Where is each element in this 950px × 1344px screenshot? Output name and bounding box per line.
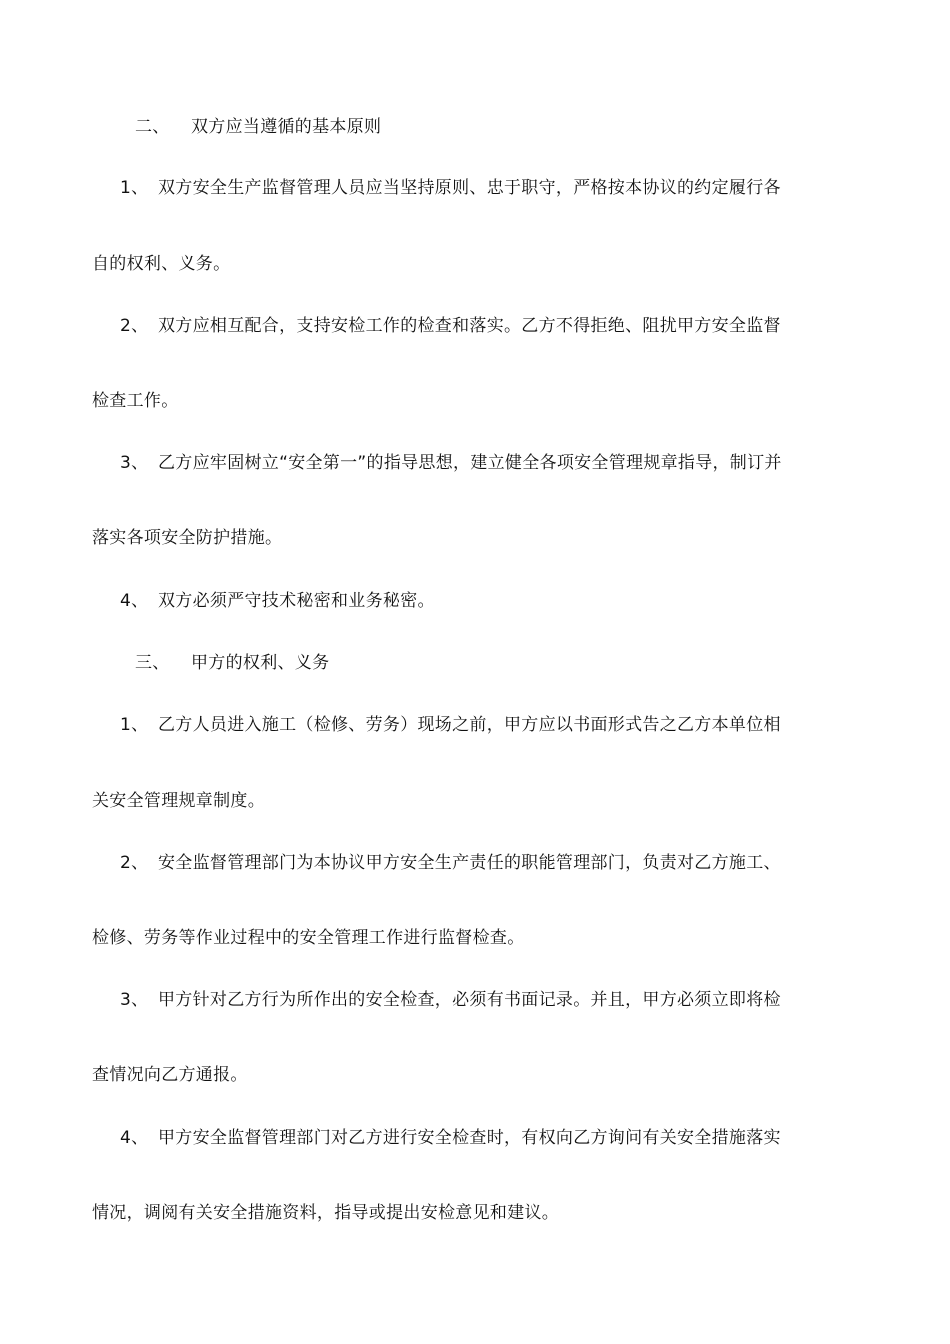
section-number: 二、 [135,117,170,137]
clause-number: 1、 [120,715,149,735]
clause-text: 安全监督管理部门为本协议甲方安全生产责任的职能管理部门，负责对乙方施工、 [158,853,781,873]
clause-continuation: 落实各项安全防护措施。 [92,528,283,548]
clause-continuation: 查情况向乙方通报。 [92,1065,248,1085]
clause-line [120,988,781,1012]
clause-line [120,451,782,475]
clause-text: 乙方应牢固树立“安全第一”的指导思想，建立健全各项安全管理规章指导，制订并 [158,453,782,473]
clause-text: 乙方人员进入施工（检修、劳务）现场之前，甲方应以书面形式告之乙方本单位相 [158,715,781,735]
clause-line [120,176,781,200]
clause-number: 4、 [120,591,149,611]
clause-number: 1、 [120,178,149,198]
clause-continuation: 检查工作。 [92,391,179,411]
section-title: 双方应当遵循的基本原则 [191,117,382,137]
clause-number: 3、 [120,453,149,473]
clause-text: 甲方安全监督管理部门对乙方进行安全检查时，有权向乙方询问有关安全措施落实 [158,1128,781,1148]
section-heading [135,115,381,139]
section-title: 甲方的权利、义务 [191,653,330,673]
clause-text: 双方必须严守技术秘密和业务秘密。 [158,591,435,611]
clause-number: 2、 [120,316,149,336]
clause-number: 4、 [120,1128,149,1148]
clause-line [120,1126,781,1150]
clause-continuation: 检修、劳务等作业过程中的安全管理工作进行监督检查。 [92,928,525,948]
section-number: 三、 [135,653,170,673]
clause-line [120,851,781,875]
clause-text: 双方安全生产监督管理人员应当坚持原则、忠于职守，严格按本协议的约定履行各 [158,178,781,198]
clause-continuation: 自的权利、义务。 [92,254,231,274]
clause-continuation: 关安全管理规章制度。 [92,791,265,811]
clause-line [120,314,781,338]
clause-line [120,589,435,613]
clause-text: 双方应相互配合，支持安检工作的检查和落实。乙方不得拒绝、阻扰甲方安全监督 [158,316,781,336]
clause-number: 2、 [120,853,149,873]
section-heading [135,651,329,675]
clause-number: 3、 [120,990,149,1010]
clause-text: 甲方针对乙方行为所作出的安全检查，必须有书面记录。并且，甲方必须立即将检 [158,990,781,1010]
clause-continuation: 情况，调阅有关安全措施资料，指导或提出安检意见和建议。 [92,1203,560,1223]
clause-line [120,713,781,737]
